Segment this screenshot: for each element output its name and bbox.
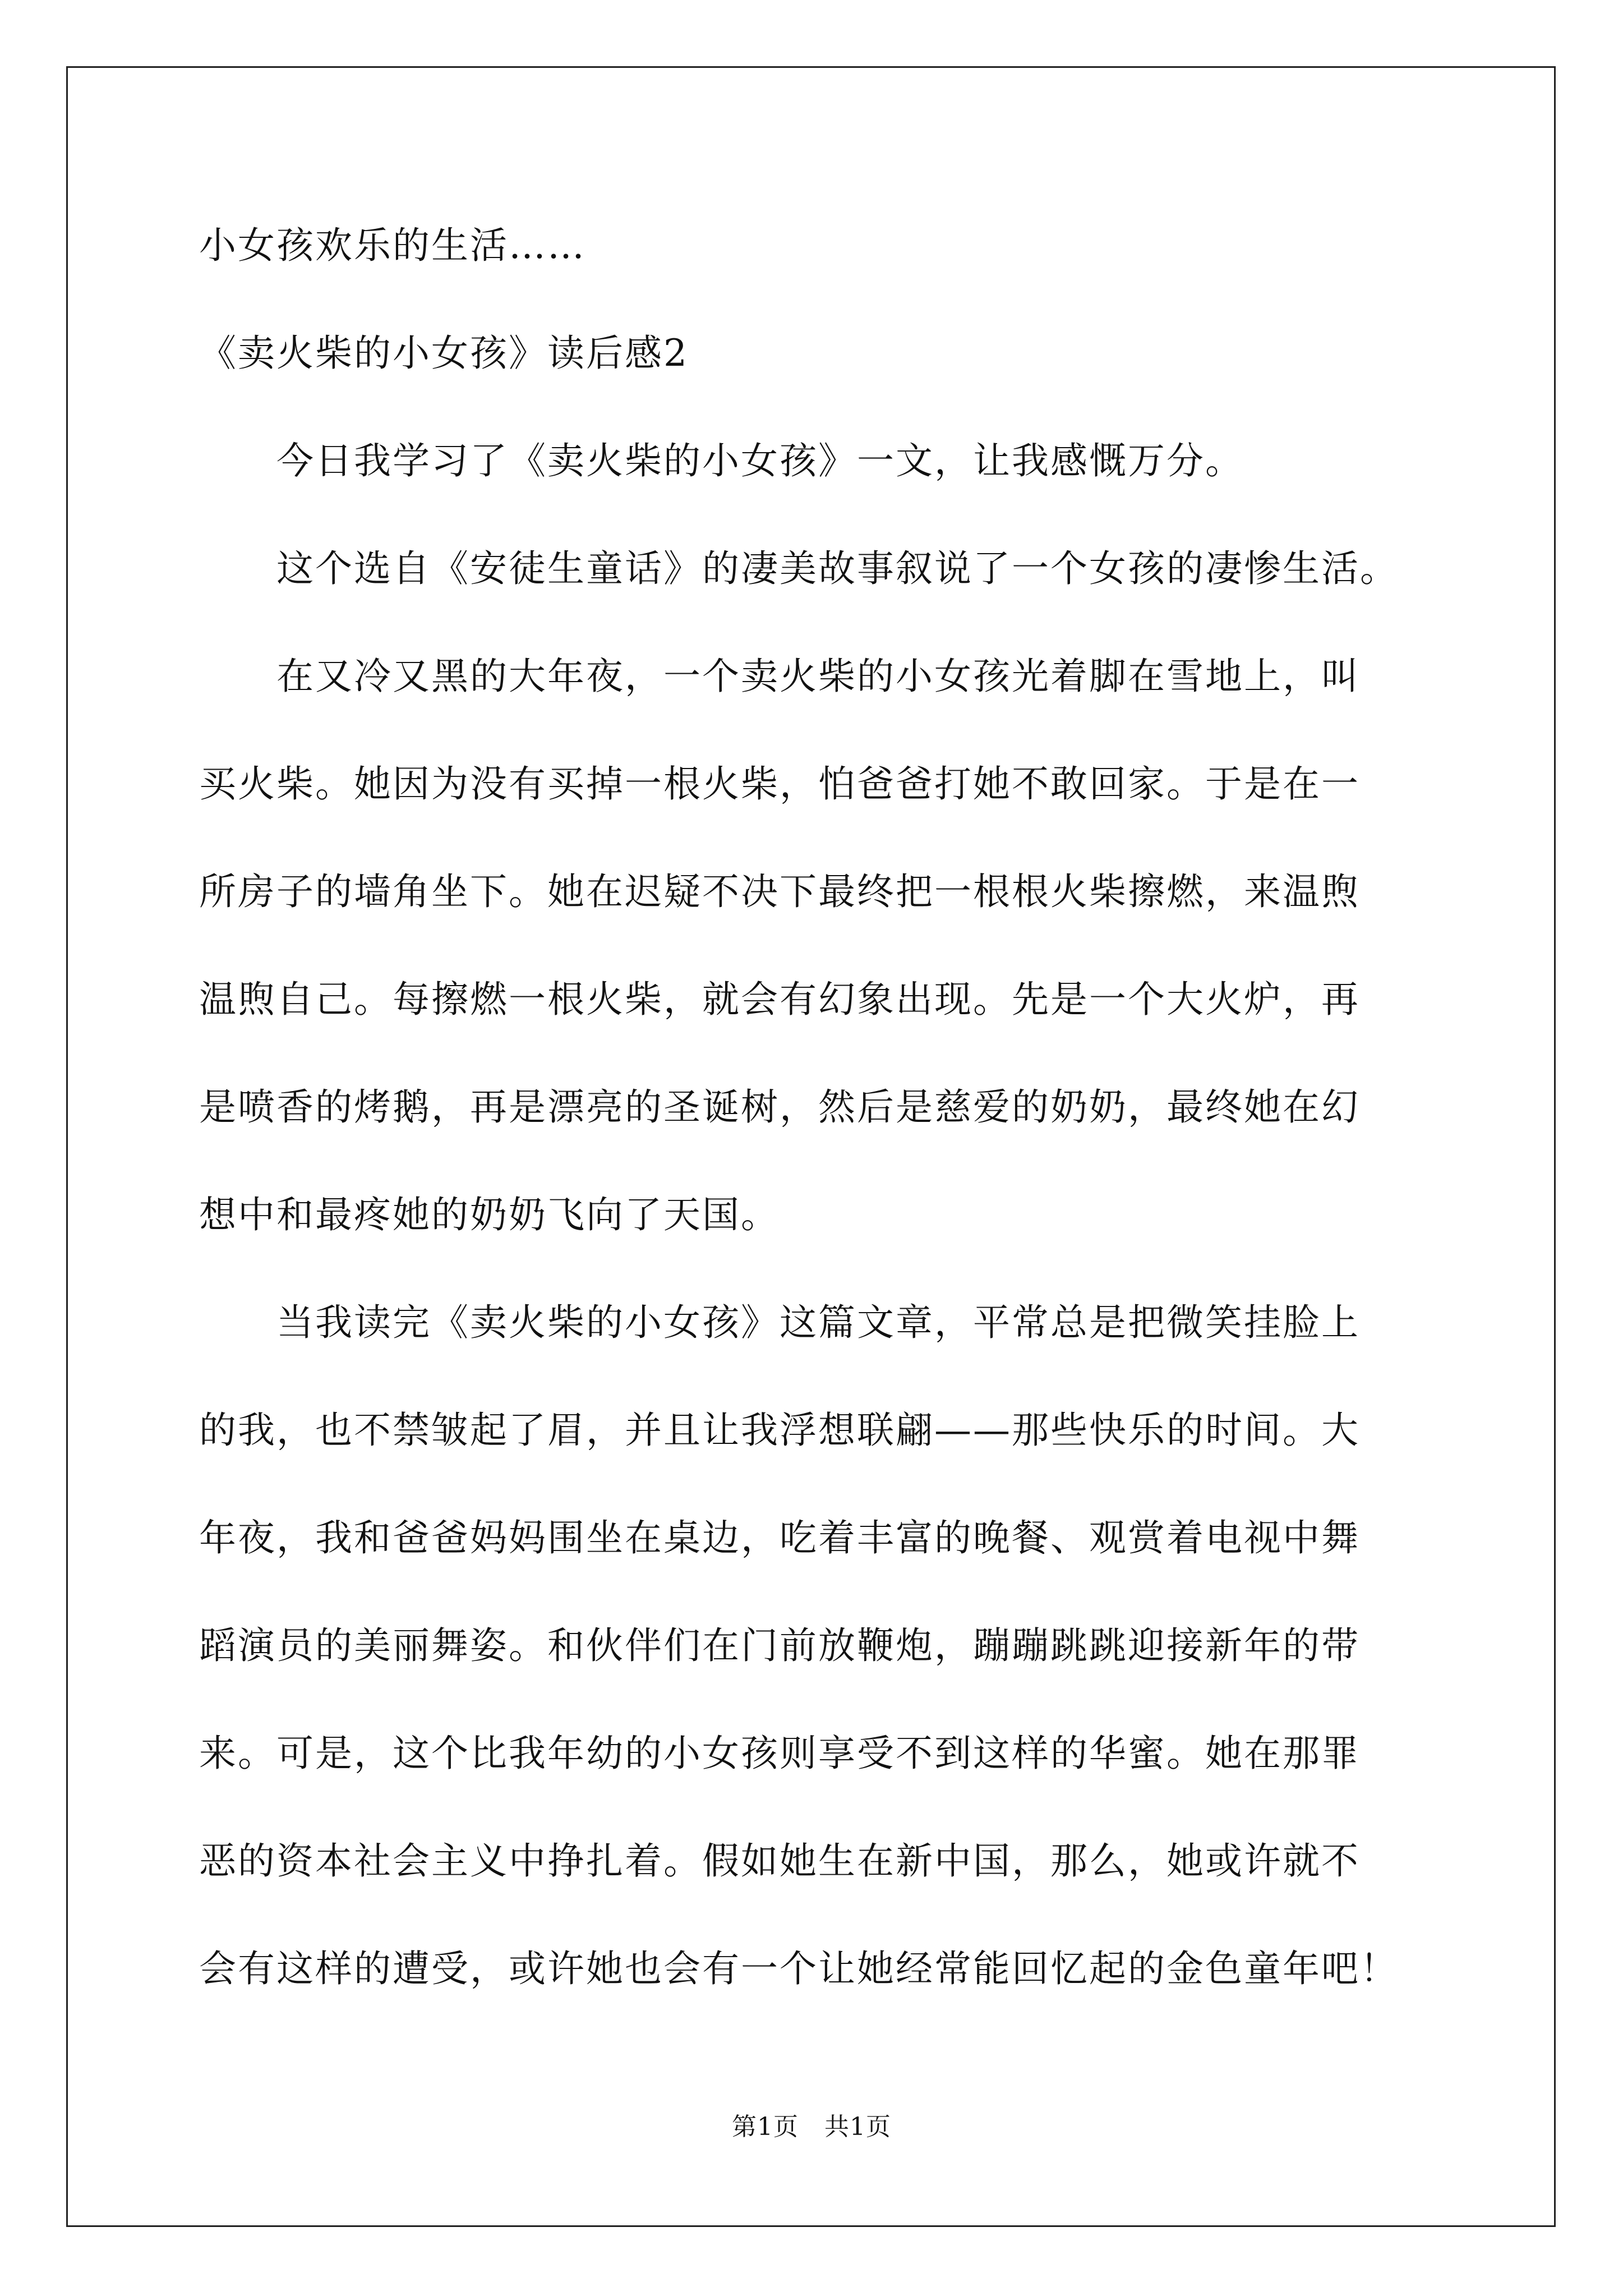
paragraph-line: 蹈演员的美丽舞姿。和伙伴们在门前放鞭炮，蹦蹦跳跳迎接新年的带	[199, 1624, 1360, 1667]
paragraph-line: 会有这样的遭受，或许她也会有一个让她经常能回忆起的金色童年吧！	[199, 1947, 1399, 1990]
page-number: 第1页	[732, 2113, 799, 2141]
document-body	[199, 219, 1416, 1996]
paragraph-line: 的我，也不禁皱起了眉，并且让我浮想联翩——那些快乐的时间。大	[199, 1409, 1360, 1452]
paragraph-line: 当我读完《卖火柴的小女孩》这篇文章，平常总是把微笑挂脸上	[199, 1301, 1360, 1344]
section-heading: 《卖火柴的小女孩》读后感2	[199, 332, 689, 375]
page-footer	[0, 2106, 1623, 2142]
paragraph-line: 这个选自《安徒生童话》的凄美故事叙说了一个女孩的凄惨生活。	[199, 547, 1399, 590]
paragraph-line: 是喷香的烤鹅，再是漂亮的圣诞树，然后是慈爱的奶奶，最终她在幻	[199, 1085, 1360, 1129]
paragraph-line: 买火柴。她因为没有买掉一根火柴，怕爸爸打她不敢回家。于是在一	[199, 762, 1360, 806]
paragraph-line: 来。可是，这个比我年幼的小女孩则享受不到这样的华蜜。她在那罪	[199, 1732, 1360, 1775]
paragraph-line: 今日我学习了《卖火柴的小女孩》一文，让我感慨万分。	[199, 439, 1244, 482]
page-total: 共1页	[824, 2113, 891, 2141]
paragraph-line: 恶的资本社会主义中挣扎着。假如她生在新中国，那么，她或许就不	[199, 1839, 1360, 1883]
paragraph-line: 所房子的墙角坐下。她在迟疑不决下最终把一根根火柴擦燃，来温煦	[199, 870, 1360, 913]
text-line: 小女孩欢乐的生活……	[199, 224, 586, 267]
paragraph-line: 年夜，我和爸爸妈妈围坐在桌边，吃着丰富的晚餐、观赏着电视中舞	[199, 1516, 1360, 1559]
paragraph-line: 在又冷又黑的大年夜，一个卖火柴的小女孩光着脚在雪地上，叫	[199, 655, 1360, 698]
paragraph-line: 温煦自己。每擦燃一根火柴，就会有幻象出现。先是一个大火炉，再	[199, 978, 1360, 1021]
paragraph-line: 想中和最疼她的奶奶飞向了天国。	[199, 1193, 780, 1236]
